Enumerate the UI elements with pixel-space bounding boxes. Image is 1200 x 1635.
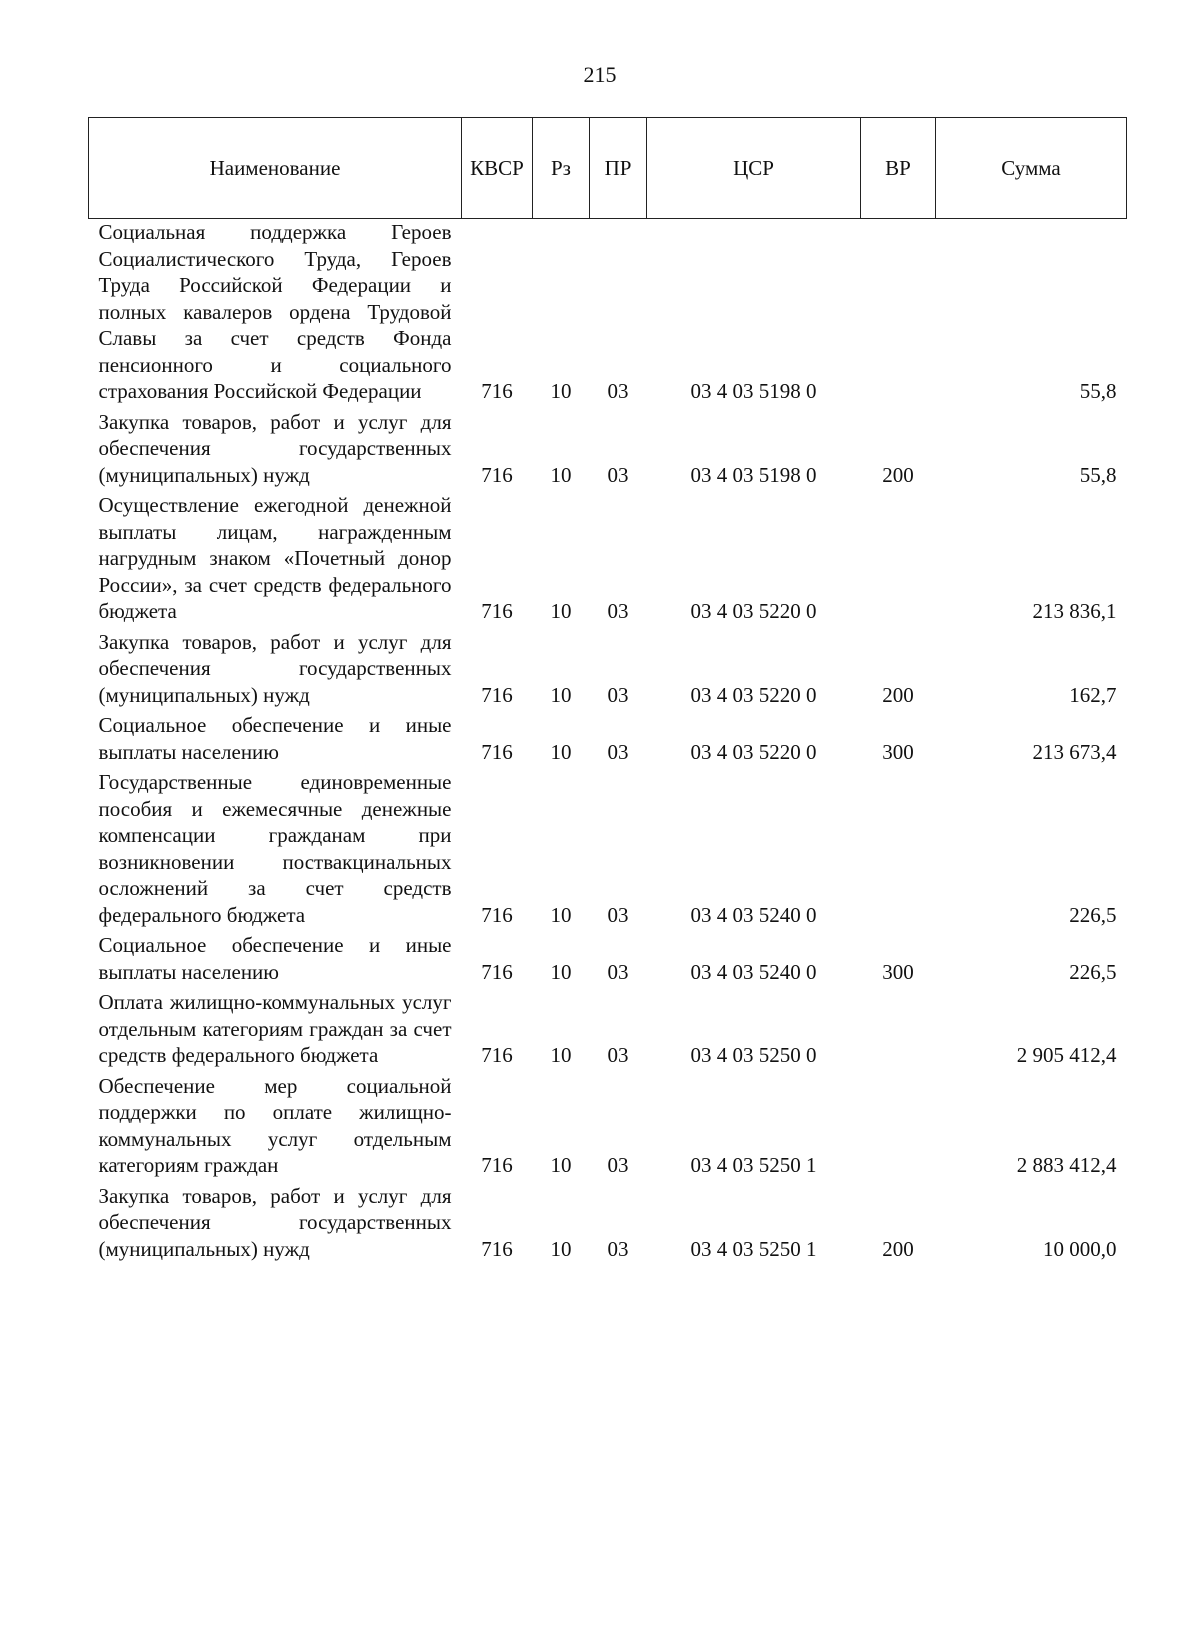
row-vr: 300	[882, 739, 914, 764]
row-vr	[861, 1073, 936, 1183]
table-row	[89, 629, 1127, 713]
row-sum: 162,7	[1069, 682, 1117, 707]
row-sum: 10 000,0	[1043, 1236, 1117, 1261]
row-vr	[861, 219, 936, 409]
table-body	[89, 219, 1127, 1267]
row-rz: 10	[550, 902, 572, 927]
row-rz: 10	[550, 739, 572, 764]
row-rz: 10	[550, 462, 572, 487]
row-pr: 03	[607, 599, 629, 623]
row-sum: 226,5	[1069, 902, 1117, 927]
row-vr: 300	[882, 959, 914, 984]
row-vr: 200	[882, 1236, 914, 1261]
header-name: Наименование	[89, 118, 462, 219]
row-sum: 55,8	[1079, 379, 1117, 403]
row-name: Социальное обеспечение и иные выплаты населению	[98, 713, 452, 764]
header-kvsr: КВСР	[462, 118, 533, 219]
row-rz: 10	[550, 682, 572, 707]
budget-table	[88, 117, 1127, 1266]
row-pr: 03	[607, 959, 629, 984]
table-row	[89, 409, 1127, 493]
row-name: Социальное обеспечение и иные выплаты населению	[98, 933, 452, 984]
row-vr: 200	[882, 682, 914, 707]
row-kvsr: 716	[481, 682, 513, 707]
row-name: Закупка товаров, работ и услуг для обеспечения государственных (муниципальных) нужд	[98, 629, 452, 707]
row-pr: 03	[607, 1236, 629, 1261]
row-name: Осуществление ежегодной денежной выплаты лицам, награжденным нагрудным знаком «Почетный донор России», за счет средств федерального бюджета	[98, 493, 452, 623]
row-pr: 03	[607, 739, 629, 764]
row-csr: 03 4 03 5240 0	[690, 902, 817, 927]
row-name: Оплата жилищно-коммунальных услуг отдельным категориям граждан за счет средств федерального бюджета	[98, 990, 452, 1067]
row-rz: 10	[550, 1153, 572, 1177]
row-sum: 213 673,4	[1032, 739, 1117, 764]
row-kvsr: 716	[481, 1043, 513, 1067]
header-vr: ВР	[861, 118, 936, 219]
header-row	[89, 118, 1127, 219]
row-csr: 03 4 03 5220 0	[690, 682, 817, 707]
header-sum: Сумма	[936, 118, 1127, 219]
row-name: Государственные единовременные пособия и ежемесячные денежные компенсации гражданам при возникновении поствакцинальных осложнений за счет средств федерального бюджета	[98, 770, 452, 927]
row-kvsr: 716	[481, 462, 513, 487]
row-rz: 10	[550, 1043, 572, 1067]
row-csr: 03 4 03 5240 0	[690, 959, 817, 984]
row-pr: 03	[607, 682, 629, 707]
row-rz: 10	[550, 959, 572, 984]
row-sum: 2 883 412,4	[1016, 1153, 1117, 1177]
header-rz: Рз	[533, 118, 590, 219]
page-number: 215	[583, 62, 617, 87]
header-pr: ПР	[590, 118, 647, 219]
row-sum: 213 836,1	[1032, 599, 1117, 623]
row-csr: 03 4 03 5220 0	[690, 599, 817, 623]
row-rz: 10	[550, 1236, 572, 1261]
row-kvsr: 716	[481, 1153, 513, 1177]
row-csr: 03 4 03 5250 1	[690, 1153, 817, 1177]
table-row	[89, 1073, 1127, 1183]
table-row	[89, 1183, 1127, 1267]
row-sum: 2 905 412,4	[1016, 1043, 1117, 1067]
row-sum: 226,5	[1069, 959, 1117, 984]
row-pr: 03	[607, 902, 629, 927]
row-name: Социальная поддержка Героев Социалистического Труда, Героев Труда Российской Федерации и полных кавалеров ордена Трудовой Славы за счет средств Фонда пенсионного и социального страхования Российской Федерации	[98, 220, 452, 403]
row-kvsr: 716	[481, 959, 513, 984]
table-row	[89, 932, 1127, 989]
row-vr	[861, 769, 936, 932]
row-vr: 200	[882, 462, 914, 487]
row-csr: 03 4 03 5250 1	[690, 1236, 817, 1261]
table-row	[89, 219, 1127, 409]
table-row	[89, 769, 1127, 932]
row-vr	[861, 492, 936, 629]
row-pr: 03	[607, 379, 629, 403]
row-csr: 03 4 03 5250 0	[690, 1043, 817, 1067]
row-rz: 10	[550, 379, 572, 403]
table-row	[89, 989, 1127, 1073]
row-kvsr: 716	[481, 739, 513, 764]
row-pr: 03	[607, 1153, 629, 1177]
row-rz: 10	[550, 599, 572, 623]
table-header	[89, 118, 1127, 219]
row-csr: 03 4 03 5198 0	[690, 379, 817, 403]
row-kvsr: 716	[481, 1236, 513, 1261]
row-pr: 03	[607, 1043, 629, 1067]
row-name: Закупка товаров, работ и услуг для обеспечения государственных (муниципальных) нужд	[98, 1183, 452, 1261]
table-row	[89, 712, 1127, 769]
row-kvsr: 716	[481, 599, 513, 623]
row-kvsr: 716	[481, 902, 513, 927]
header-csr: ЦСР	[647, 118, 861, 219]
row-sum: 55,8	[1079, 462, 1117, 487]
row-kvsr: 716	[481, 379, 513, 403]
row-csr: 03 4 03 5220 0	[690, 739, 817, 764]
row-csr: 03 4 03 5198 0	[690, 462, 817, 487]
table-row	[89, 492, 1127, 629]
row-name: Закупка товаров, работ и услуг для обеспечения государственных (муниципальных) нужд	[98, 409, 452, 487]
row-vr	[861, 989, 936, 1073]
row-name: Обеспечение мер социальной поддержки по оплате жилищно-коммунальных услуг отдельным категориям граждан	[98, 1073, 452, 1177]
row-pr: 03	[607, 462, 629, 487]
